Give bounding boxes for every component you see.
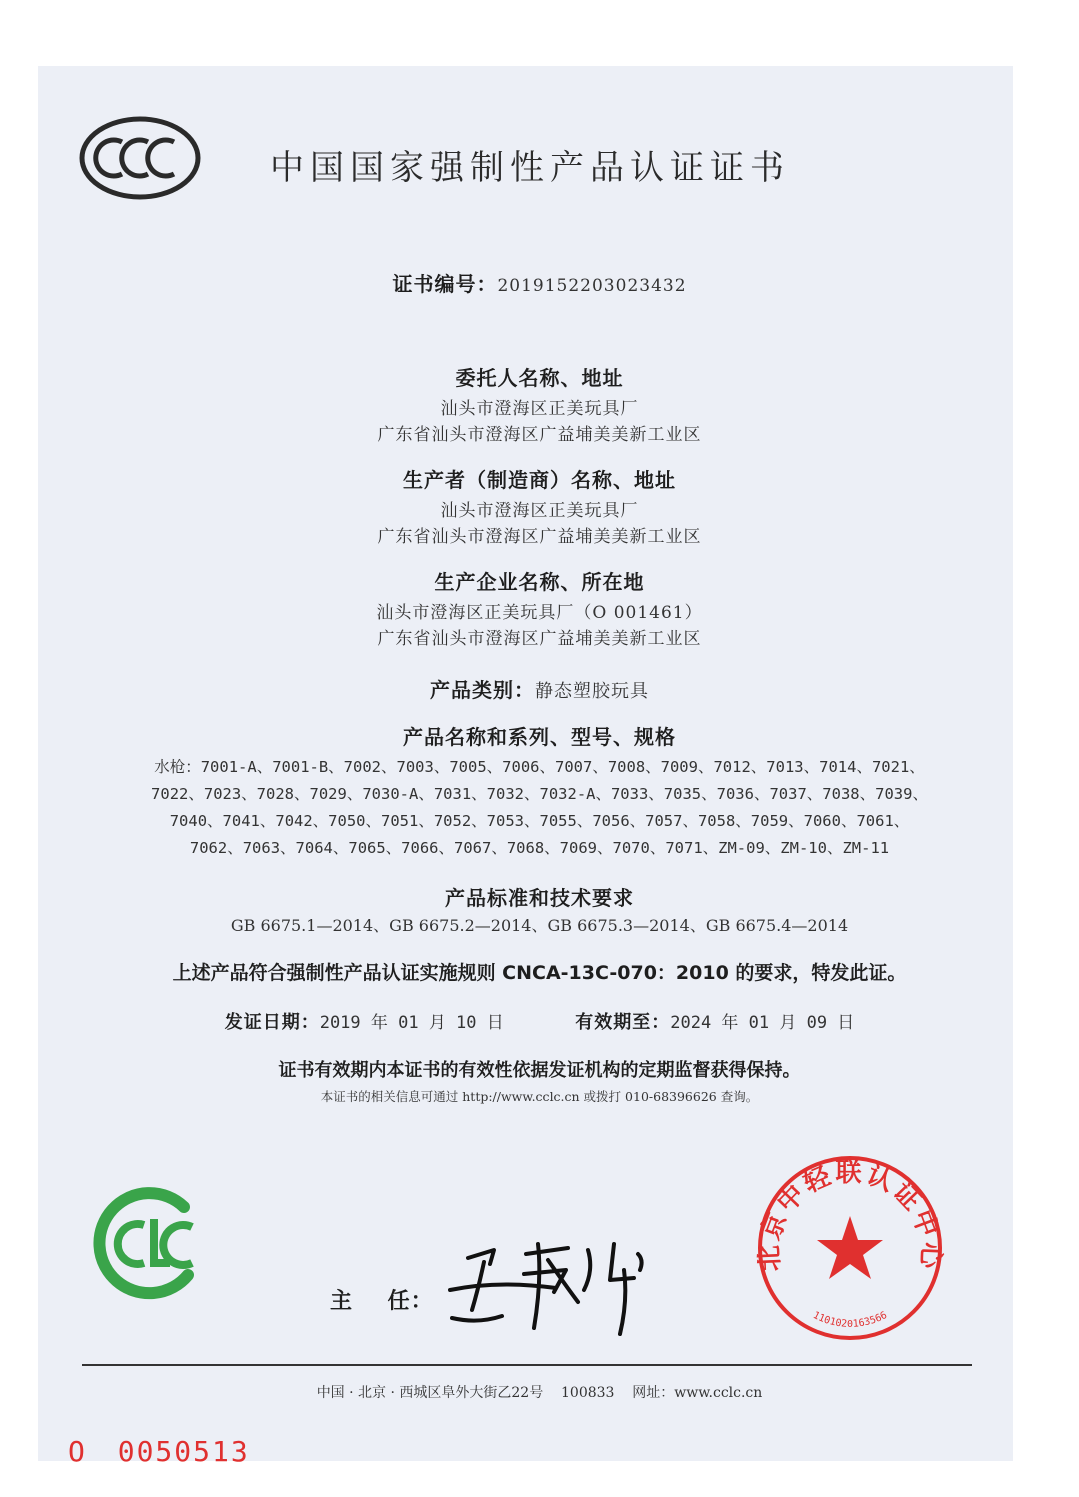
seal-text: 北京中轻联认证中心 — [754, 1158, 946, 1272]
serial-number: 0050513 — [117, 1435, 250, 1468]
footer-divider — [82, 1364, 972, 1366]
client-name: 汕头市澄海区正美玩具厂 — [440, 399, 639, 419]
cert-number-row — [0, 268, 1079, 297]
footer-address: 中国 · 北京 · 西城区阜外大街乙22号 100833 网址：www.cclc.cn — [316, 1385, 763, 1401]
valid-until-date: 2024 年 01 月 09 日 — [670, 1013, 855, 1033]
dates-row — [0, 1008, 1079, 1034]
ccc-logo — [78, 115, 202, 201]
models-line-4: 7062、7063、7064、7065、7066、7067、7068、7069、7070、7071、ZM-09、ZM-10、ZM-11 — [189, 839, 890, 857]
product-heading: 产品名称和系列、型号、规格 — [403, 725, 676, 749]
client-address: 广东省汕头市澄海区广益埔美美新工业区 — [377, 425, 702, 445]
clc-logo — [88, 1185, 210, 1303]
category-label: 产品类别： — [430, 678, 535, 702]
standards-heading: 产品标准和技术要求 — [445, 886, 634, 910]
certificate-title: 中国国家强制性产品认证证书 — [270, 148, 790, 188]
validity-note: 证书有效期内本证书的有效性依据发证机构的定期监督获得保持。 — [278, 1060, 801, 1081]
models-line-3: 7040、7041、7042、7050、7051、7052、7053、7055、7056、7057、7058、7059、7060、7061、 — [169, 812, 910, 830]
factory-name: 汕头市澄海区正美玩具厂（O 001461） — [376, 603, 703, 623]
seal-number: 1101020163566 — [810, 1309, 890, 1330]
inquiry-note: 本证书的相关信息可通过 http://www.cclc.cn 或拨打 010-68396626 查询。 — [320, 1089, 759, 1104]
client-heading: 委托人名称、地址 — [455, 366, 624, 390]
cert-number-label: 证书编号： — [392, 272, 498, 296]
models-line-1: 水枪：7001-A、7001-B、7002、7003、7005、7006、7007、7008、7009、7012、7013、7014、7021、 — [154, 758, 925, 776]
certification-seal — [752, 1150, 948, 1346]
maker-heading: 生产者（制造商）名称、地址 — [403, 468, 676, 492]
category-value: 静态塑胶玩具 — [535, 681, 649, 702]
factory-heading: 生产企业名称、所在地 — [434, 570, 645, 594]
compliance-statement: 上述产品符合强制性产品认证实施规则 CNCA-13C-070：2010 的要求，特发此证。 — [172, 962, 907, 984]
cert-number: 2019152203023432 — [497, 276, 687, 296]
director-signature — [438, 1230, 678, 1340]
maker-address: 广东省汕头市澄海区广益埔美美新工业区 — [377, 527, 702, 547]
maker-name: 汕头市澄海区正美玩具厂 — [440, 501, 639, 521]
serial-prefix: O — [68, 1435, 87, 1468]
valid-until-label: 有效期至： — [575, 1012, 671, 1033]
issue-date: 2019 年 01 月 10 日 — [319, 1013, 504, 1033]
models-line-2: 7022、7023、7028、7029、7030-A、7031、7032、7032-A、7033、7035、7036、7037、7038、7039、 — [151, 785, 928, 803]
serial-row — [68, 1435, 250, 1468]
category-row — [0, 674, 1079, 703]
factory-address: 广东省汕头市澄海区广益埔美美新工业区 — [377, 629, 702, 649]
svg-text:1101020163566 — [811, 1310, 889, 1330]
director-label: 主 任： — [330, 1289, 434, 1314]
standards-value: GB 6675.1—2014、GB 6675.2—2014、GB 6675.3—2014、GB 6675.4—2014 — [230, 916, 849, 935]
issue-date-label: 发证日期： — [224, 1012, 320, 1033]
